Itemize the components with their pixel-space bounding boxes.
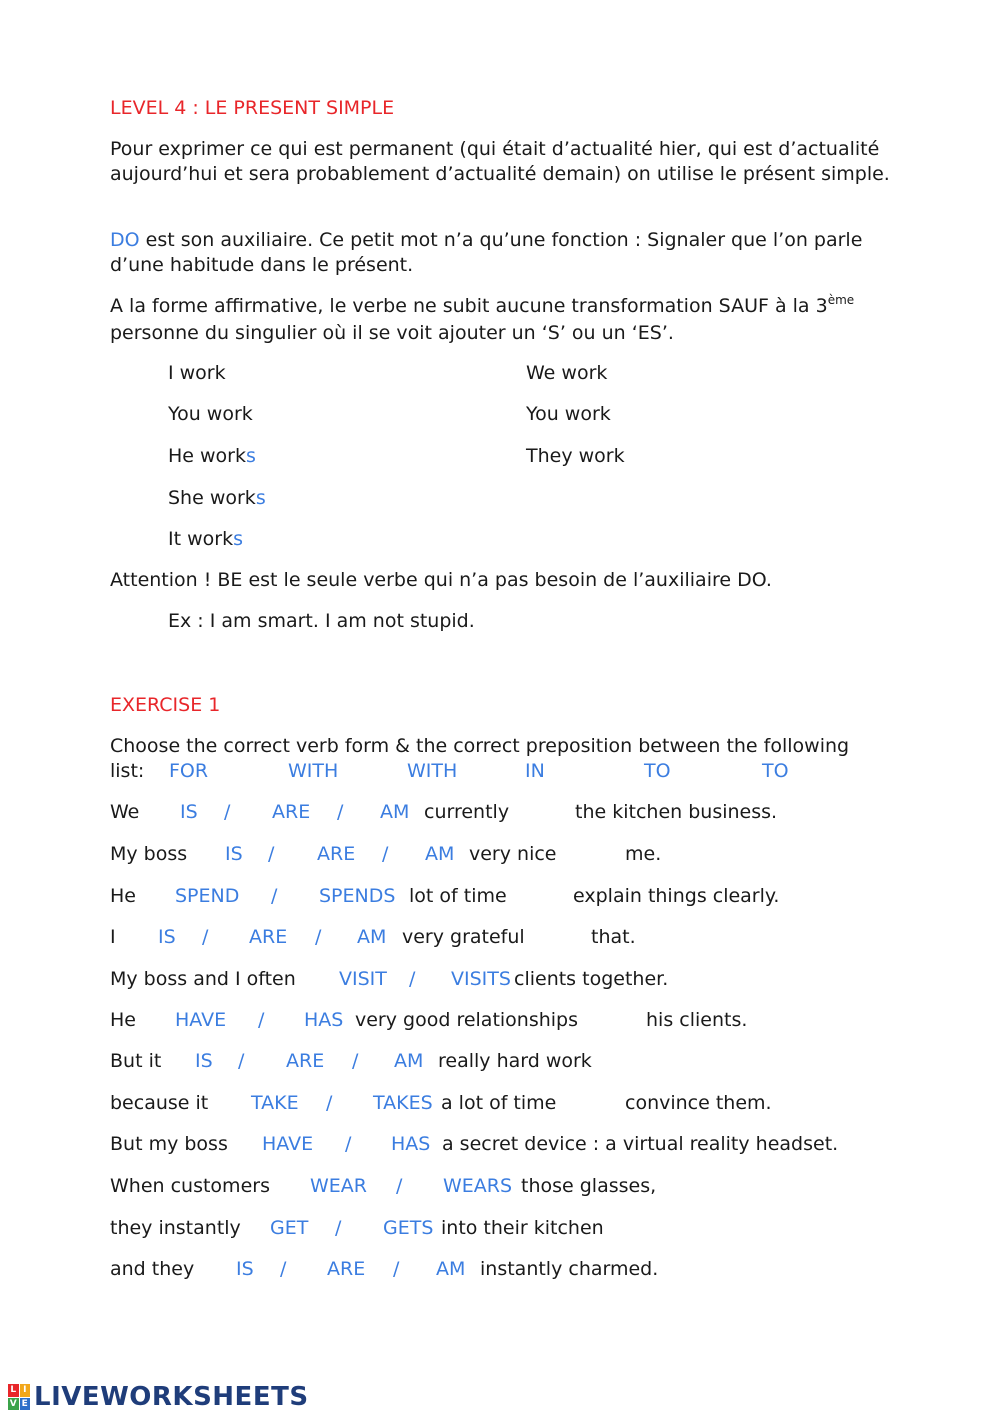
sentence-middle: very nice: [469, 843, 557, 865]
page-title: LEVEL 4 : LE PRESENT SIMPLE: [110, 97, 395, 119]
verb-option[interactable]: AM: [394, 1050, 424, 1072]
logo-icon-tile: V: [9, 1398, 17, 1409]
verb-option[interactable]: ARE: [249, 926, 288, 948]
sentence-end: his clients.: [646, 1009, 748, 1031]
conj-she-suffix: s: [255, 487, 266, 509]
verb-option[interactable]: AM: [425, 843, 455, 865]
verb-option[interactable]: HAVE: [175, 1009, 227, 1031]
option-separator: /: [396, 1175, 403, 1197]
sentence-start: But my boss: [110, 1133, 228, 1155]
example-line: Ex : I am smart. I am not stupid.: [168, 610, 475, 632]
conj-they: They work: [526, 445, 625, 467]
verb-option[interactable]: HAS: [391, 1133, 431, 1155]
verb-option[interactable]: GETS: [383, 1217, 434, 1239]
sentence-middle: very good relationships: [355, 1009, 579, 1031]
liveworksheets-logo-icon: [8, 1384, 30, 1410]
logo-icon-tile: L: [8, 1384, 19, 1397]
conj-it-suffix: s: [233, 528, 243, 550]
verb-option[interactable]: IS: [225, 843, 243, 865]
conj-he: [168, 444, 256, 469]
option-separator: /: [352, 1050, 359, 1072]
do-keyword: DO: [110, 229, 140, 251]
option-separator: /: [326, 1092, 333, 1114]
verb-option[interactable]: AM: [357, 926, 387, 948]
sentence-start: they instantly: [110, 1217, 241, 1239]
conj-it-base: It work: [168, 528, 234, 550]
preposition-option[interactable]: WITH: [407, 760, 458, 782]
do-paragraph: [110, 228, 900, 278]
verb-option[interactable]: VISITS: [451, 968, 511, 990]
sentence-end: the kitchen business.: [575, 801, 778, 823]
verb-option[interactable]: VISIT: [339, 968, 387, 990]
exercise-list-label: list:: [110, 760, 145, 782]
intro-paragraph: Pour exprimer ce qui est permanent (qui était d’actualité hier, qui est d’actualité aujourd’hui et sera probablement d’actualité demain) on utilise le présent simple.: [110, 138, 890, 185]
sentence-end: that.: [591, 926, 636, 948]
sentence-start: because it: [110, 1092, 209, 1114]
verb-option[interactable]: IS: [236, 1258, 254, 1280]
liveworksheets-logo: [8, 1380, 309, 1414]
sentence-start: He: [110, 1009, 136, 1031]
sentence-middle: really hard work: [438, 1050, 592, 1072]
verb-option[interactable]: GET: [270, 1217, 309, 1239]
option-separator: /: [238, 1050, 245, 1072]
sentence-middle: those glasses,: [521, 1175, 657, 1197]
verb-option[interactable]: ARE: [327, 1258, 366, 1280]
do-paragraph-text: est son auxiliaire. Ce petit mot n’a qu’une fonction : Signaler que l’on parle d’une habitude dans le présent.: [110, 229, 863, 276]
preposition-option[interactable]: FOR: [169, 760, 209, 782]
option-separator: /: [335, 1217, 342, 1239]
option-separator: /: [224, 801, 231, 823]
sentence-middle: lot of time: [409, 885, 507, 907]
option-separator: /: [258, 1009, 265, 1031]
affirmative-text-2: personne du singulier où il se voit ajouter un ‘S’ ou un ‘ES’.: [110, 322, 674, 344]
conj-he-base: He work: [168, 445, 246, 467]
logo-icon-tile: E: [20, 1398, 31, 1411]
conj-we: We work: [526, 362, 608, 384]
sentence-start: My boss and I often: [110, 968, 296, 990]
verb-option[interactable]: AM: [436, 1258, 466, 1280]
sentence-start: and they: [110, 1258, 195, 1280]
sentence-end: convince them.: [625, 1092, 772, 1114]
option-separator: /: [268, 843, 275, 865]
superscript-eme: ème: [827, 293, 855, 307]
verb-option[interactable]: TAKES: [373, 1092, 433, 1114]
option-separator: /: [337, 801, 344, 823]
sentence-middle: a secret device : a virtual reality headset.: [442, 1133, 839, 1155]
verb-option[interactable]: WEAR: [310, 1175, 367, 1197]
verb-option[interactable]: SPEND: [175, 885, 240, 907]
verb-option[interactable]: SPENDS: [319, 885, 396, 907]
verb-option[interactable]: ARE: [272, 801, 311, 823]
option-separator: /: [315, 926, 322, 948]
preposition-option[interactable]: TO: [762, 760, 789, 782]
verb-option[interactable]: HAVE: [262, 1133, 314, 1155]
sentence-middle: instantly charmed.: [480, 1258, 659, 1280]
option-separator: /: [345, 1133, 352, 1155]
option-separator: /: [202, 926, 209, 948]
sentence-start: He: [110, 885, 136, 907]
attention-note: Attention ! BE est le seule verbe qui n’a pas besoin de l’auxiliaire DO.: [110, 569, 772, 591]
option-separator: /: [409, 968, 416, 990]
verb-option[interactable]: IS: [195, 1050, 213, 1072]
logo-icon-tile: I: [20, 1384, 31, 1397]
conj-it: [168, 527, 243, 552]
sentence-start: When customers: [110, 1175, 270, 1197]
conj-he-suffix: s: [246, 445, 256, 467]
sentence-start: But it: [110, 1050, 162, 1072]
verb-option[interactable]: HAS: [304, 1009, 344, 1031]
sentence-start: We: [110, 801, 140, 823]
sentence-start: My boss: [110, 843, 188, 865]
sentence-middle: clients together.: [514, 968, 669, 990]
verb-option[interactable]: TAKE: [251, 1092, 299, 1114]
option-separator: /: [393, 1258, 400, 1280]
affirmative-text-1: A la forme affirmative, le verbe ne subit aucune transformation SAUF à la 3: [110, 295, 828, 317]
exercise-title: EXERCISE 1: [110, 694, 221, 716]
preposition-option[interactable]: IN: [525, 760, 545, 782]
affirmative-paragraph: [110, 294, 900, 346]
verb-option[interactable]: WEARS: [443, 1175, 513, 1197]
verb-option[interactable]: IS: [180, 801, 198, 823]
sentence-middle: very grateful: [402, 926, 525, 948]
verb-option[interactable]: ARE: [286, 1050, 325, 1072]
option-separator: /: [382, 843, 389, 865]
sentence-middle: currently: [424, 801, 510, 823]
conj-she-base: She work: [168, 487, 256, 509]
sentence-end: explain things clearly.: [573, 885, 780, 907]
option-separator: /: [271, 885, 278, 907]
conj-i: I work: [168, 362, 226, 384]
sentence-start: I: [110, 926, 116, 948]
conj-you-plural: You work: [526, 403, 611, 425]
preposition-option[interactable]: WITH: [288, 760, 339, 782]
exercise-instruction: Choose the correct verb form & the correct preposition between the following: [110, 735, 850, 757]
verb-option[interactable]: IS: [158, 926, 176, 948]
verb-option[interactable]: ARE: [317, 843, 356, 865]
conj-she: [168, 486, 266, 511]
verb-option[interactable]: AM: [380, 801, 410, 823]
preposition-option[interactable]: TO: [644, 760, 671, 782]
logo-text: LIVEWORKSHEETS: [34, 1382, 309, 1412]
sentence-middle: into their kitchen: [441, 1217, 604, 1239]
sentence-end: me.: [625, 843, 662, 865]
option-separator: /: [280, 1258, 287, 1280]
conj-you: You work: [168, 403, 253, 425]
sentence-middle: a lot of time: [441, 1092, 557, 1114]
